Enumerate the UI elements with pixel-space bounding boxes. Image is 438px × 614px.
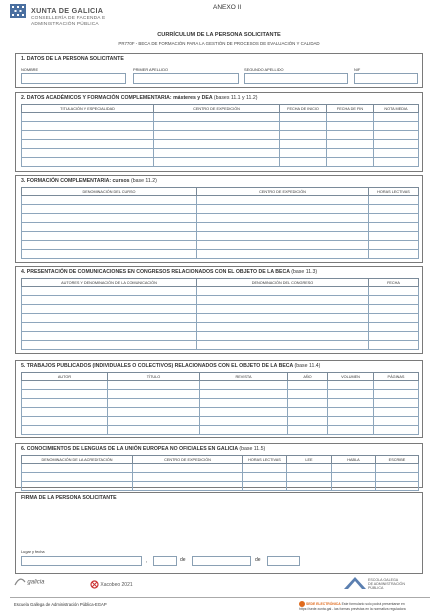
logo-subtitle-2: ADMINISTRACIÓN PÚBLICA — [31, 22, 99, 27]
table-cell[interactable] — [22, 223, 197, 232]
table-row — [22, 250, 419, 259]
table-cell[interactable] — [133, 464, 243, 473]
table-cell[interactable] — [280, 131, 327, 140]
section-5-title-text: 5. TRABAJOS PUBLICADOS (INDIVIDUALES O COLECTIVOS) RELACIONADOS CON EL OBJETO DE LA BECA — [21, 363, 294, 369]
table-cell[interactable] — [374, 426, 419, 435]
section-signature — [15, 492, 423, 574]
galicia-swirl-icon — [14, 577, 26, 587]
table-row — [22, 332, 419, 341]
table-row — [22, 399, 419, 408]
table-row — [22, 140, 419, 149]
header — [10, 4, 430, 32]
section-4-note: (base 11.3) — [291, 269, 318, 275]
table-row — [22, 241, 419, 250]
table-cell[interactable] — [332, 464, 376, 473]
academic-table — [21, 104, 419, 167]
table-cell[interactable] — [369, 232, 419, 241]
table-cell[interactable] — [22, 390, 108, 399]
column-header: FECHA DE INICIO — [280, 105, 327, 113]
month-field[interactable] — [192, 556, 251, 566]
table-cell[interactable] — [374, 113, 419, 122]
table-cell[interactable] — [154, 122, 280, 131]
table-row — [22, 287, 419, 296]
table-cell[interactable] — [374, 122, 419, 131]
xunta-logo-icon — [10, 4, 26, 18]
nombre-field[interactable] — [21, 73, 126, 84]
footer-egap-text: Escuela Gallega de Administración Pública-EGAP — [14, 602, 107, 607]
table-cell[interactable] — [288, 390, 328, 399]
table-cell[interactable] — [108, 381, 200, 390]
section-2-note: (bases 11.1 y 11.2) — [213, 95, 258, 101]
primer-apellido-label: PRIMER APELLIDO — [133, 67, 169, 72]
table-cell[interactable] — [243, 473, 287, 482]
xacobeo-logo-text: Xacobeo 2021 — [100, 581, 133, 588]
table-cell[interactable] — [197, 232, 369, 241]
sede-label: SEDE ELECTRÓNICA — [306, 601, 341, 606]
table-cell[interactable] — [22, 305, 197, 314]
galicia-logo — [14, 577, 44, 587]
table-cell[interactable] — [200, 390, 288, 399]
table-cell[interactable] — [197, 305, 369, 314]
primer-apellido-field[interactable] — [133, 73, 239, 84]
languages-table — [21, 455, 419, 491]
table-row — [22, 482, 419, 491]
section-3-title — [21, 178, 157, 184]
table-row — [22, 341, 419, 350]
table-cell[interactable] — [133, 473, 243, 482]
table-cell[interactable] — [200, 408, 288, 417]
table-cell[interactable] — [22, 323, 197, 332]
column-header: FECHA DE FIN — [327, 105, 374, 113]
publications-table — [21, 372, 419, 435]
table-header-row — [22, 279, 419, 287]
table-cell[interactable] — [22, 417, 108, 426]
table-cell[interactable] — [327, 113, 374, 122]
table-cell[interactable] — [22, 399, 108, 408]
table-cell[interactable] — [328, 390, 374, 399]
table-cell[interactable] — [154, 113, 280, 122]
table-row — [22, 464, 419, 473]
section-1-title: 1. DATOS DE LA PERSONA SOLICITANTE — [21, 56, 124, 62]
table-cell[interactable] — [369, 296, 419, 305]
table-cell[interactable] — [332, 482, 376, 491]
courses-table — [21, 187, 419, 259]
table-cell[interactable] — [374, 131, 419, 140]
document-title: CURRÍCULUM DE LA PERSONA SOLICITANTE — [157, 32, 281, 38]
table-row — [22, 381, 419, 390]
table-cell[interactable] — [369, 214, 419, 223]
table-cell[interactable] — [154, 131, 280, 140]
table-row — [22, 296, 419, 305]
nif-field[interactable] — [354, 73, 418, 84]
column-header: TÍTULO — [108, 373, 200, 381]
segundo-apellido-label: SEGUNDO APELLIDO — [244, 67, 284, 72]
column-header: CENTRO DE EXPEDICIÓN — [133, 456, 243, 464]
table-cell[interactable] — [332, 473, 376, 482]
table-cell[interactable] — [243, 482, 287, 491]
table-cell[interactable] — [22, 232, 197, 241]
section-4-title — [21, 269, 317, 275]
section-academic-data — [15, 92, 423, 172]
table-row — [22, 149, 419, 158]
table-cell[interactable] — [288, 417, 328, 426]
table-cell[interactable] — [197, 223, 369, 232]
egap-icon — [344, 577, 366, 591]
table-cell[interactable] — [369, 250, 419, 259]
section-2-title — [21, 95, 257, 101]
section-5-title — [21, 363, 320, 369]
table-cell[interactable] — [243, 464, 287, 473]
logo-subtitle-1: CONSELLERÍA DE FACENDA E — [31, 16, 106, 21]
table-cell[interactable] — [197, 323, 369, 332]
section-courses — [15, 175, 423, 263]
table-cell[interactable] — [369, 305, 419, 314]
table-header-row — [22, 105, 419, 113]
table-row — [22, 323, 419, 332]
table-cell[interactable] — [22, 296, 197, 305]
column-header: FECHA — [369, 279, 419, 287]
table-cell[interactable] — [197, 205, 369, 214]
column-header: CENTRO DE EXPEDICIÓN — [197, 188, 369, 196]
table-cell[interactable] — [22, 473, 133, 482]
table-cell[interactable] — [327, 131, 374, 140]
column-header: HORAS LECTIVAS — [243, 456, 287, 464]
table-cell[interactable] — [22, 140, 154, 149]
sede-text: Este formulario solo podrá presentarse en https://sede.xunta.gal - las formas previstas en la normativa reguladora — [299, 601, 406, 611]
column-header: TITULACIÓN Y ESPECIALIDAD — [22, 105, 154, 113]
table-cell[interactable] — [108, 426, 200, 435]
table-cell[interactable] — [288, 399, 328, 408]
table-header-row — [22, 456, 419, 464]
table-cell[interactable] — [108, 399, 200, 408]
table-row — [22, 158, 419, 167]
signature-title: FIRMA DE LA PERSONA SOLICITANTE — [21, 495, 117, 501]
section-congress-communications — [15, 266, 423, 354]
table-cell[interactable] — [327, 122, 374, 131]
table-cell[interactable] — [108, 417, 200, 426]
communications-table — [21, 278, 419, 350]
table-cell[interactable] — [369, 332, 419, 341]
table-cell[interactable] — [108, 408, 200, 417]
table-row — [22, 205, 419, 214]
table-cell[interactable] — [133, 482, 243, 491]
place-field[interactable] — [21, 556, 142, 566]
nif-label: NIF — [354, 67, 361, 72]
table-row — [22, 122, 419, 131]
table-cell[interactable] — [374, 158, 419, 167]
day-field[interactable] — [153, 556, 177, 566]
table-cell[interactable] — [22, 158, 154, 167]
table-cell[interactable] — [327, 149, 374, 158]
table-header-row — [22, 188, 419, 196]
document-subtitle: PR770F - BECA DE FORMACIÓN PARA LA GESTIÓN DE PROCESOS DE EVALUACIÓN Y CALIDAD — [118, 41, 320, 46]
egap-line-3: PÚBLICA — [368, 586, 384, 590]
section-5-note: (base 11.4) — [294, 363, 321, 369]
table-cell[interactable] — [280, 140, 327, 149]
table-cell[interactable] — [22, 113, 154, 122]
table-cell[interactable] — [376, 473, 419, 482]
table-cell[interactable] — [280, 158, 327, 167]
table-cell[interactable] — [22, 341, 197, 350]
table-cell[interactable] — [374, 140, 419, 149]
year-field[interactable] — [267, 556, 300, 566]
table-cell[interactable] — [22, 482, 133, 491]
table-cell[interactable] — [197, 332, 369, 341]
table-row — [22, 196, 419, 205]
table-cell[interactable] — [369, 287, 419, 296]
table-cell[interactable] — [374, 149, 419, 158]
table-row — [22, 390, 419, 399]
table-cell[interactable] — [327, 140, 374, 149]
table-cell[interactable] — [197, 341, 369, 350]
table-cell[interactable] — [22, 149, 154, 158]
table-cell[interactable] — [369, 196, 419, 205]
table-cell[interactable] — [369, 241, 419, 250]
egap-line-1: ESCOLA GALEGA — [368, 578, 399, 582]
table-row — [22, 131, 419, 140]
table-cell[interactable] — [197, 314, 369, 323]
table-cell[interactable] — [108, 390, 200, 399]
table-cell[interactable] — [287, 473, 332, 482]
table-cell[interactable] — [369, 323, 419, 332]
table-cell[interactable] — [22, 131, 154, 140]
section-6-title — [21, 446, 265, 452]
table-cell[interactable] — [327, 158, 374, 167]
table-cell[interactable] — [280, 113, 327, 122]
nombre-label: NOMBRE — [21, 67, 39, 72]
section-personal-data — [15, 53, 423, 88]
section-2-title-text: 2. DATOS ACADÉMICOS Y FORMACIÓN COMPLEMENTARIA: másteres y DEA — [21, 95, 213, 101]
place-date-label: Lugar y fecha — [21, 549, 45, 554]
table-cell[interactable] — [22, 464, 133, 473]
column-header: AUTORES Y DENOMINACIÓN DE LA COMUNICACIÓN — [22, 279, 197, 287]
table-cell[interactable] — [197, 250, 369, 259]
table-cell[interactable] — [154, 149, 280, 158]
table-row — [22, 214, 419, 223]
table-cell[interactable] — [328, 408, 374, 417]
table-cell[interactable] — [288, 408, 328, 417]
column-header: HORAS LECTIVAS — [369, 188, 419, 196]
table-row — [22, 426, 419, 435]
table-cell[interactable] — [287, 464, 332, 473]
table-cell[interactable] — [328, 399, 374, 408]
section-3-title-text: 3. FORMACIÓN COMPLEMENTARIA: cursos — [21, 178, 130, 184]
table-cell[interactable] — [280, 122, 327, 131]
table-cell[interactable] — [22, 250, 197, 259]
column-header: NOTA MEDIA — [374, 105, 419, 113]
section-6-title-text: 6. CONOCIMIENTOS DE LENGUAS DE LA UNIÓN EUROPEA NO OFICIALES EN GALICIA — [21, 446, 238, 452]
table-cell[interactable] — [22, 381, 108, 390]
comma-separator: , — [146, 558, 148, 564]
table-cell[interactable] — [369, 223, 419, 232]
table-cell[interactable] — [328, 417, 374, 426]
segundo-apellido-field[interactable] — [244, 73, 348, 84]
table-cell[interactable] — [22, 122, 154, 131]
column-header: DENOMINACIÓN DEL CURSO — [22, 188, 197, 196]
column-header: DENOMINACIÓN DE LA ACREDITACIÓN — [22, 456, 133, 464]
table-cell[interactable] — [200, 399, 288, 408]
column-header: CENTRO DE EXPEDICIÓN — [154, 105, 280, 113]
de-label-2: de — [255, 557, 261, 563]
column-header: DENOMINACIÓN DEL CONGRESO — [197, 279, 369, 287]
column-header: HABLA — [332, 456, 376, 464]
table-row — [22, 408, 419, 417]
table-cell[interactable] — [374, 399, 419, 408]
xacobeo-logo — [90, 580, 133, 589]
column-header: VOLUMEN — [328, 373, 374, 381]
table-cell[interactable] — [280, 149, 327, 158]
section-6-note: (base 11.5) — [239, 446, 266, 452]
column-header: ESCRIBE — [376, 456, 419, 464]
table-cell[interactable] — [197, 241, 369, 250]
table-cell[interactable] — [287, 482, 332, 491]
section-publications — [15, 360, 423, 438]
column-header: AUTOR — [22, 373, 108, 381]
table-cell[interactable] — [197, 196, 369, 205]
section-4-title-text: 4. PRESENTACIÓN DE COMUNICACIONES EN CONGRESOS RELACIONADOS CON EL OBJETO DE LA BECA — [21, 269, 290, 275]
table-cell[interactable] — [197, 287, 369, 296]
table-cell[interactable] — [154, 140, 280, 149]
table-row — [22, 305, 419, 314]
table-cell[interactable] — [369, 341, 419, 350]
table-row — [22, 417, 419, 426]
table-cell[interactable] — [328, 381, 374, 390]
table-cell[interactable] — [22, 408, 108, 417]
column-header: PÁGINAS — [374, 373, 419, 381]
table-cell[interactable] — [374, 408, 419, 417]
column-header: AÑO — [288, 373, 328, 381]
table-cell[interactable] — [22, 205, 197, 214]
table-cell[interactable] — [374, 390, 419, 399]
table-cell[interactable] — [197, 296, 369, 305]
table-cell[interactable] — [22, 332, 197, 341]
table-cell[interactable] — [374, 417, 419, 426]
table-cell[interactable] — [200, 417, 288, 426]
table-cell[interactable] — [200, 381, 288, 390]
table-cell[interactable] — [22, 196, 197, 205]
table-cell[interactable] — [288, 426, 328, 435]
table-cell[interactable] — [376, 482, 419, 491]
column-header: REVISTA — [200, 373, 288, 381]
table-cell[interactable] — [22, 287, 197, 296]
table-cell[interactable] — [374, 381, 419, 390]
logo-title: XUNTA DE GALICIA — [31, 6, 104, 15]
table-cell[interactable] — [197, 214, 369, 223]
column-header: LEE — [287, 456, 332, 464]
table-cell[interactable] — [154, 158, 280, 167]
table-row — [22, 314, 419, 323]
table-cell[interactable] — [376, 464, 419, 473]
table-cell[interactable] — [288, 381, 328, 390]
table-cell[interactable] — [369, 205, 419, 214]
table-cell[interactable] — [200, 426, 288, 435]
section-languages — [15, 443, 423, 488]
table-row — [22, 223, 419, 232]
footer-divider — [10, 597, 430, 598]
galicia-logo-text: galicia — [27, 579, 45, 586]
table-cell[interactable] — [369, 314, 419, 323]
section-3-note: (base 11.2) — [131, 178, 157, 184]
table-header-row — [22, 373, 419, 381]
xacobeo-icon — [90, 580, 99, 589]
table-cell[interactable] — [328, 426, 374, 435]
table-row — [22, 232, 419, 241]
table-cell[interactable] — [22, 314, 197, 323]
table-cell[interactable] — [22, 241, 197, 250]
anexo-label: ANEXO II — [213, 4, 242, 11]
table-row — [22, 113, 419, 122]
egap-line-2: DE ADMINISTRACIÓN — [368, 582, 405, 586]
table-row — [22, 473, 419, 482]
footer-sede-note — [299, 601, 427, 611]
table-cell[interactable] — [22, 214, 197, 223]
table-cell[interactable] — [22, 426, 108, 435]
de-label-1: de — [180, 557, 186, 563]
